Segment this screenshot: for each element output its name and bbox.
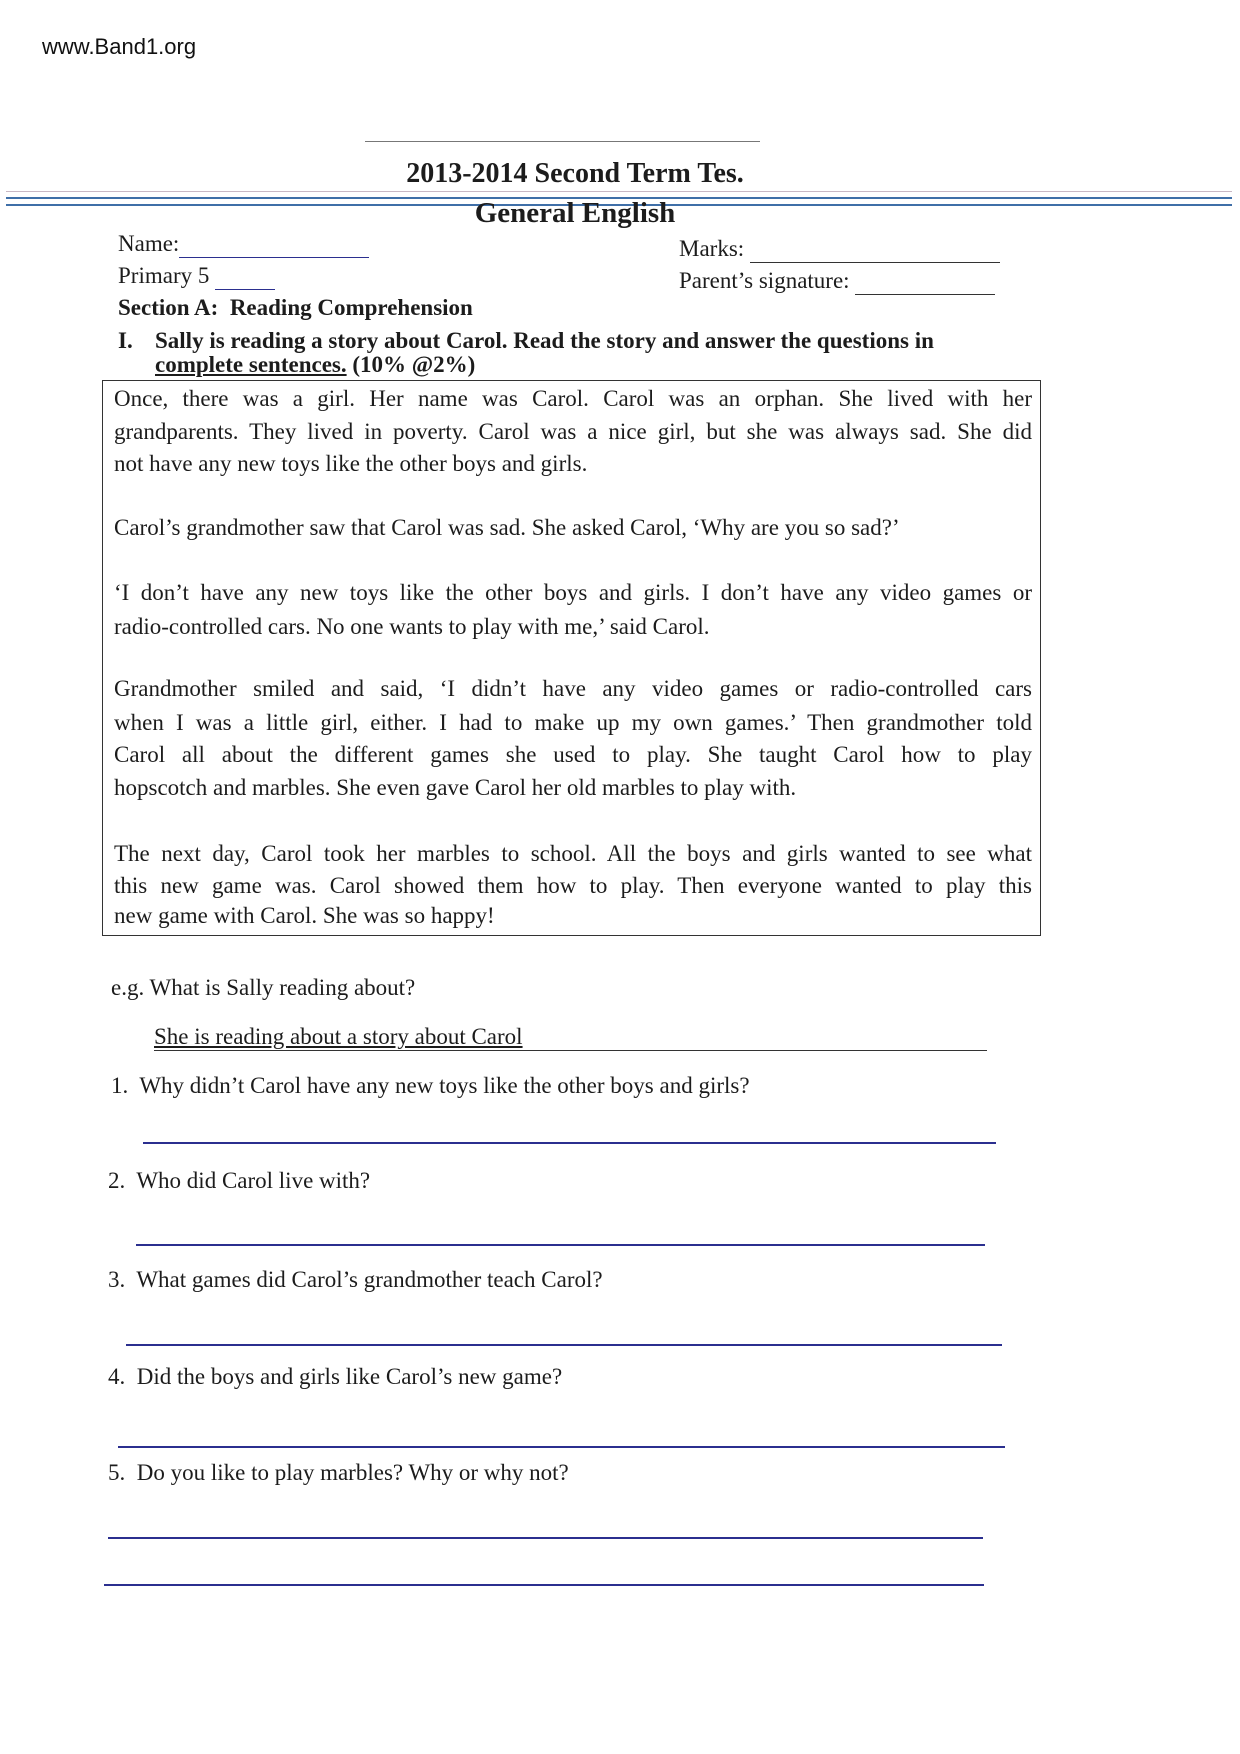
question-number: 2. <box>108 1168 126 1193</box>
marks-label: Marks: <box>679 236 745 261</box>
story-line: this new game was. Carol showed them how to play. Then everyone wanted to play this <box>114 873 1032 898</box>
example-answer <box>154 1024 987 1051</box>
story-line: hopscotch and marbles. She even gave Carol her old marbles to play with. <box>114 775 797 800</box>
question-number: 5. <box>108 1460 126 1485</box>
example-question: e.g. What is Sally reading about? <box>111 975 416 1000</box>
question-3 <box>108 1267 603 1293</box>
section-title: Reading Comprehension <box>229 295 473 320</box>
question-number: 4. <box>108 1364 126 1389</box>
question-number: 1. <box>111 1073 129 1098</box>
instruction-number: I. <box>118 328 133 353</box>
question-number: 3. <box>108 1267 126 1292</box>
story-line: radio-controlled cars. No one wants to play with me,’ said Carol. <box>114 614 710 639</box>
question-text: Why didn’t Carol have any new toys like the other boys and girls? <box>139 1073 750 1098</box>
name-blank[interactable] <box>179 231 369 258</box>
marks-blank[interactable] <box>750 236 1000 263</box>
story-line: grandparents. They lived in poverty. Carol was a nice girl, but she was always sad. She did <box>114 419 1032 444</box>
subject-title: General English <box>474 197 676 229</box>
class-label: Primary 5 <box>118 263 210 288</box>
story-line: Carol all about the different games she used to play. She taught Carol how to play <box>114 742 1032 767</box>
answer-line-2[interactable] <box>136 1244 985 1246</box>
instruction-line: Sally is reading a story about Carol. Read the story and answer the questions in <box>155 328 934 353</box>
story-line: ‘I don’t have any new toys like the other boys and girls. I don’t have any video games or <box>114 580 1032 605</box>
name-label: Name: <box>118 231 180 256</box>
question-5 <box>108 1460 569 1486</box>
instruction-marks: (10% @2%) <box>346 352 476 377</box>
question-1 <box>111 1073 750 1099</box>
question-text: Do you like to play marbles? Why or why not? <box>136 1460 569 1485</box>
divider <box>365 141 760 142</box>
class-blank[interactable] <box>215 263 275 290</box>
question-4 <box>108 1364 562 1390</box>
instruction-line <box>155 352 475 378</box>
question-text: What games did Carol’s grandmother teach Carol? <box>136 1267 603 1292</box>
signature-blank[interactable] <box>855 268 995 295</box>
story-line: Once, there was a girl. Her name was Carol. Carol was an orphan. She lived with her <box>114 386 1032 411</box>
story-line: when I was a little girl, either. I had to make up my own games.’ Then grandmother told <box>114 710 1032 735</box>
marks-field[interactable] <box>679 236 1000 263</box>
section-label: Section A: <box>118 295 219 320</box>
question-text: Who did Carol live with? <box>136 1168 371 1193</box>
section-heading <box>118 295 473 321</box>
story-line: not have any new toys like the other boys and girls. <box>114 451 588 476</box>
story-line: Grandmother smiled and said, ‘I didn’t have any video games or radio-controlled cars <box>114 676 1032 701</box>
story-line: Carol’s grandmother saw that Carol was sad. She asked Carol, ‘Why are you so sad?’ <box>114 515 900 540</box>
name-field[interactable] <box>118 231 369 258</box>
answer-line-3[interactable] <box>126 1344 1002 1346</box>
story-line: new game with Carol. She was so happy! <box>114 903 495 928</box>
answer-line-5b[interactable] <box>104 1584 984 1586</box>
example-answer-text: She is reading about a story about Carol <box>154 1024 523 1049</box>
rule-line <box>6 191 1232 192</box>
instruction-underlined: complete sentences. <box>155 352 347 377</box>
answer-line-4[interactable] <box>118 1446 1005 1448</box>
signature-field[interactable] <box>679 268 995 295</box>
watermark[interactable]: www.Band1.org <box>42 34 197 59</box>
question-text: Did the boys and girls like Carol’s new game? <box>136 1364 563 1389</box>
story-line: The next day, Carol took her marbles to school. All the boys and girls wanted to see what <box>114 841 1032 866</box>
page-title: 2013-2014 Second Term Tes. <box>406 158 744 189</box>
answer-line-5a[interactable] <box>108 1537 983 1539</box>
signature-label: Parent’s signature: <box>679 268 850 293</box>
class-field[interactable] <box>118 263 275 290</box>
question-2 <box>108 1168 370 1194</box>
answer-line-1[interactable] <box>143 1142 996 1144</box>
